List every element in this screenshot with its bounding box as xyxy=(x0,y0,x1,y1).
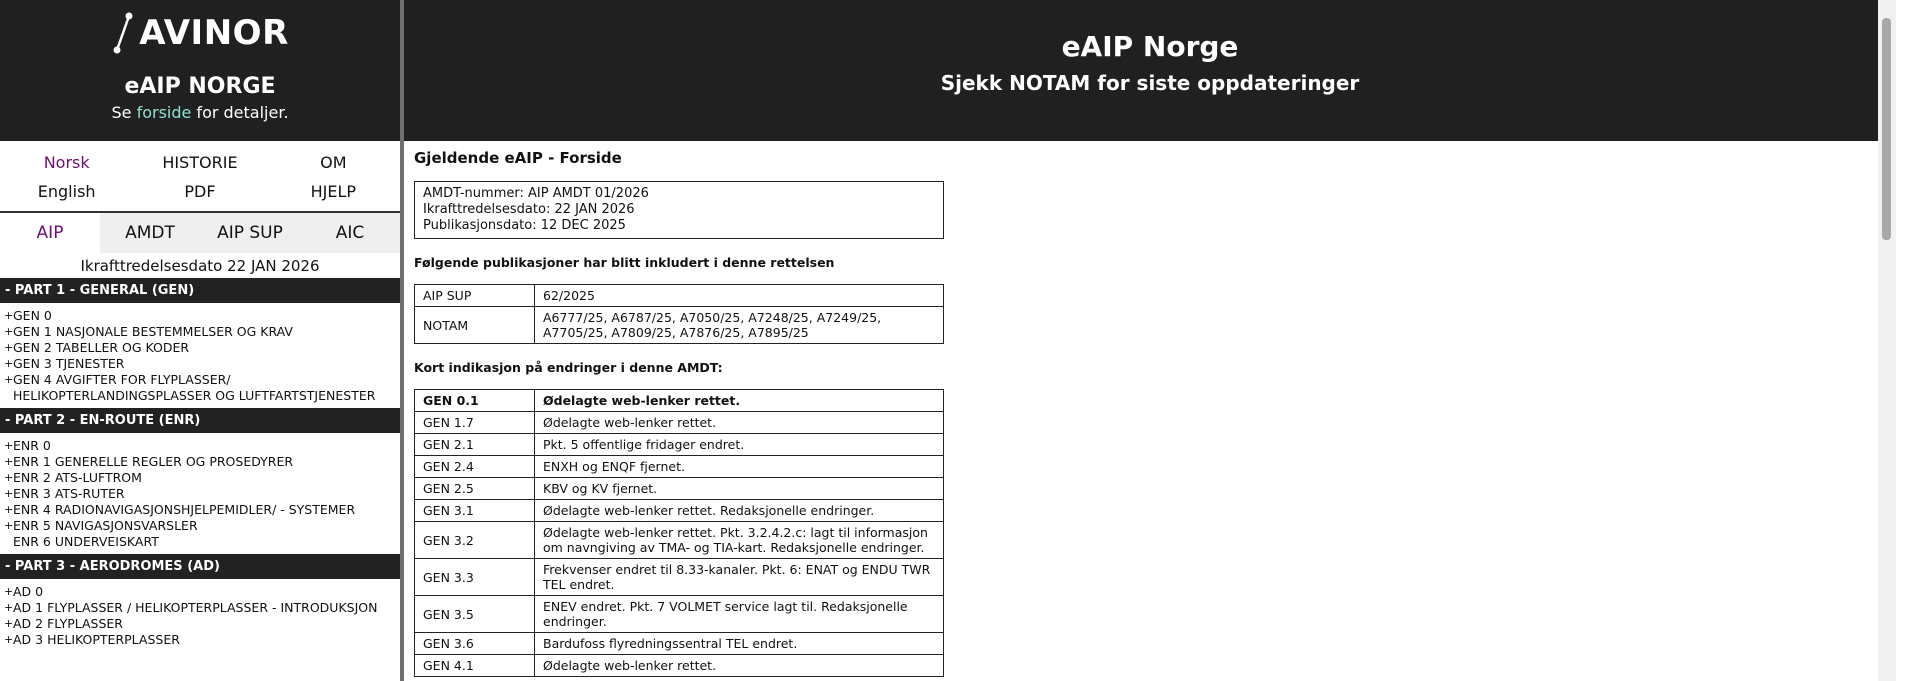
part-header[interactable]: - PART 1 - GENERAL (GEN) xyxy=(0,278,400,303)
table-cell-key: GEN 3.2 xyxy=(415,522,535,559)
expand-icon[interactable]: + xyxy=(4,439,14,452)
changes-table xyxy=(414,389,944,677)
nav-om[interactable]: OM xyxy=(320,153,347,172)
tree-item[interactable] xyxy=(4,356,400,372)
part-list xyxy=(0,433,400,554)
expand-icon[interactable]: + xyxy=(4,309,14,322)
part-header[interactable]: - PART 3 - AERODROMES (AD) xyxy=(0,554,400,579)
effective-date: Ikrafttredelsesdato 22 JAN 2026 xyxy=(80,257,320,275)
table-cell-value: Ødelagte web-lenker rettet. xyxy=(535,655,944,677)
changes-heading: Kort indikasjon på endringer i denne AMDT: xyxy=(414,360,723,375)
expand-icon[interactable] xyxy=(4,534,13,550)
tree-item-label[interactable]: AD 2 FLYPLASSER xyxy=(13,616,123,631)
table-row xyxy=(415,390,944,412)
tree-item[interactable] xyxy=(4,372,400,388)
tree-item-label[interactable]: ENR 4 RADIONAVIGASJONSHJELPEMIDLER/ - SYSTEMER xyxy=(13,502,356,517)
expand-icon[interactable] xyxy=(4,388,13,404)
tree-item-label[interactable]: ENR 6 UNDERVEISKART xyxy=(13,534,159,549)
tree-item-label[interactable]: HELIKOPTERLANDINGSPLASSER OG LUFTFARTSTJENESTER xyxy=(13,388,376,403)
tree-item-label[interactable]: ENR 1 GENERELLE REGLER OG PROSEDYRER xyxy=(13,454,294,469)
scrollbar-thumb[interactable] xyxy=(1882,18,1891,240)
amdt-effective-date: Ikrafttredelsesdato: 22 JAN 2026 xyxy=(423,202,635,217)
table-row xyxy=(415,596,944,633)
table-cell-value: ENXH og ENQF fjernet. xyxy=(535,456,944,478)
expand-icon[interactable]: + xyxy=(4,325,14,338)
vertical-scrollbar[interactable] xyxy=(1878,0,1896,681)
included-heading: Følgende publikasjoner har blitt inkludert i denne rettelsen xyxy=(414,255,835,270)
main-subtitle: Sjekk NOTAM for siste oppdateringer xyxy=(940,71,1360,95)
expand-icon[interactable]: + xyxy=(4,341,14,354)
table-cell-value: A6777/25, A6787/25, A7050/25, A7248/25, A7249/25, A7705/25, A7809/25, A7876/25, A7895/25 xyxy=(535,307,944,344)
table-cell-key: GEN 3.1 xyxy=(415,500,535,522)
tab-aip[interactable]: AIP xyxy=(0,213,100,253)
table-row xyxy=(415,285,944,307)
table-cell-value: ENEV endret. Pkt. 7 VOLMET service lagt til. Redaksjonelle endringer. xyxy=(535,596,944,633)
section-tabs xyxy=(0,213,400,253)
table-cell-key: GEN 2.1 xyxy=(415,434,535,456)
tree-item-label[interactable]: ENR 5 NAVIGASJONSVARSLER xyxy=(13,518,198,533)
tree-item[interactable] xyxy=(4,502,400,518)
table-cell-key: GEN 4.1 xyxy=(415,655,535,677)
expand-icon[interactable]: + xyxy=(4,357,14,370)
nav-historie[interactable]: HISTORIE xyxy=(162,153,238,172)
amdt-number: AMDT-nummer: AIP AMDT 01/2026 xyxy=(423,186,649,201)
tree-item[interactable] xyxy=(4,584,400,600)
forside-link[interactable]: forside xyxy=(136,103,192,122)
sidebar-title: eAIP NORGE xyxy=(124,74,276,99)
tree-item[interactable] xyxy=(4,470,400,486)
expand-icon[interactable]: + xyxy=(4,487,14,500)
main-panel xyxy=(404,0,1896,681)
expand-icon[interactable]: + xyxy=(4,601,14,614)
amdt-info-box xyxy=(414,181,944,239)
tree-item-label[interactable]: ENR 0 xyxy=(13,438,51,453)
amdt-publication-date: Publikasjonsdato: 12 DEC 2025 xyxy=(423,218,626,233)
table-row xyxy=(415,522,944,559)
tree-item[interactable] xyxy=(4,340,400,356)
section-title: Gjeldende eAIP - Forside xyxy=(414,149,622,167)
tree-item[interactable] xyxy=(4,486,400,502)
avinor-logo-icon xyxy=(111,12,135,54)
tree-item-label[interactable]: GEN 2 TABELLER OG KODER xyxy=(13,340,190,355)
tree-item[interactable] xyxy=(4,324,400,340)
tree-item-label[interactable]: ENR 3 ATS-RUTER xyxy=(13,486,125,501)
table-cell-key: GEN 3.3 xyxy=(415,559,535,596)
table-row xyxy=(415,456,944,478)
tab-aip-sup[interactable]: AIP SUP xyxy=(200,213,300,253)
table-row xyxy=(415,655,944,677)
tree-item-label[interactable]: GEN 1 NASJONALE BESTEMMELSER OG KRAV xyxy=(13,324,293,339)
main-header xyxy=(404,0,1896,141)
table-cell-key: GEN 3.6 xyxy=(415,633,535,655)
table-row xyxy=(415,500,944,522)
table-cell-value: Ødelagte web-lenker rettet. xyxy=(535,390,944,412)
part-header[interactable]: - PART 2 - EN-ROUTE (ENR) xyxy=(0,408,400,433)
subtitle-post: for detaljer. xyxy=(191,103,289,122)
tree-item-label[interactable]: AD 3 HELIKOPTERPLASSER xyxy=(13,632,180,647)
nav-english[interactable]: English xyxy=(37,182,96,201)
tab-amdt[interactable]: AMDT xyxy=(100,213,200,253)
table-row xyxy=(415,559,944,596)
table-row xyxy=(415,307,944,344)
included-table xyxy=(414,284,944,344)
expand-icon[interactable]: + xyxy=(4,455,14,468)
tree-item-label[interactable]: AD 1 FLYPLASSER / HELIKOPTERPLASSER - INTRODUKSJON xyxy=(13,600,378,615)
expand-icon[interactable]: + xyxy=(4,585,14,598)
table-cell-key: GEN 0.1 xyxy=(415,390,535,412)
table-row xyxy=(415,478,944,500)
nav-hjelp[interactable]: HJELP xyxy=(310,182,357,201)
nav-pdf[interactable]: PDF xyxy=(184,182,216,201)
tree-item-label[interactable]: GEN 3 TJENESTER xyxy=(13,356,125,371)
main-content xyxy=(404,141,1896,681)
tree-item[interactable] xyxy=(4,632,400,648)
table-cell-key: GEN 2.4 xyxy=(415,456,535,478)
nav-norsk[interactable]: Norsk xyxy=(43,153,90,172)
tree-item[interactable] xyxy=(4,518,400,534)
sidebar xyxy=(0,0,400,681)
subtitle-pre: Se xyxy=(111,103,137,122)
tab-aic[interactable]: AIC xyxy=(300,213,400,253)
tree-item[interactable] xyxy=(4,388,400,404)
tree-item[interactable] xyxy=(4,308,400,324)
expand-icon[interactable]: + xyxy=(4,617,14,630)
expand-icon[interactable]: + xyxy=(4,633,14,646)
table-row xyxy=(415,412,944,434)
sidebar-subtitle xyxy=(0,103,400,122)
tree-item[interactable] xyxy=(4,534,400,550)
table-cell-value: KBV og KV fjernet. xyxy=(535,478,944,500)
table-cell-key: AIP SUP xyxy=(415,285,535,307)
table-cell-value: Bardufoss flyredningssentral TEL endret. xyxy=(535,633,944,655)
expand-icon[interactable]: + xyxy=(4,519,14,532)
table-cell-key: NOTAM xyxy=(415,307,535,344)
table-cell-key: GEN 1.7 xyxy=(415,412,535,434)
table-cell-value: Frekvenser endret til 8.33-kanaler. Pkt. 6: ENAT og ENDU TWR TEL endret. xyxy=(535,559,944,596)
tree-item-label[interactable]: ENR 2 ATS-LUFTROM xyxy=(13,470,142,485)
avinor-logo[interactable] xyxy=(111,12,289,54)
table-cell-key: GEN 2.5 xyxy=(415,478,535,500)
table-cell-value: Ødelagte web-lenker rettet. Pkt. 3.2.4.2.c: lagt til informasjon om navngiving av TMA- og TIA-kart. Redaksjonelle endringer. xyxy=(535,522,944,559)
tree-item-label[interactable]: GEN 0 xyxy=(13,308,52,323)
table-cell-value: Pkt. 5 offentlige fridager endret. xyxy=(535,434,944,456)
tree-item-label[interactable]: AD 0 xyxy=(13,584,44,599)
expand-icon[interactable]: + xyxy=(4,503,14,516)
sidebar-brand xyxy=(0,0,400,141)
logo-text: AVINOR xyxy=(139,13,289,53)
table-row xyxy=(415,633,944,655)
table-cell-value: Ødelagte web-lenker rettet. Redaksjonelle endringer. xyxy=(535,500,944,522)
tree-item-label[interactable]: GEN 4 AVGIFTER FOR FLYPLASSER/ xyxy=(13,372,231,387)
table-cell-value: 62/2025 xyxy=(535,285,944,307)
top-navigation xyxy=(0,141,400,213)
table-cell-key: GEN 3.5 xyxy=(415,596,535,633)
part-list xyxy=(0,303,400,408)
expand-icon[interactable]: + xyxy=(4,471,14,484)
parts-tree xyxy=(0,278,400,652)
tree-item[interactable] xyxy=(4,438,400,454)
tree-item[interactable] xyxy=(4,600,400,616)
tree-item[interactable] xyxy=(4,454,400,470)
tree-item[interactable] xyxy=(4,616,400,632)
table-cell-value: Ødelagte web-lenker rettet. xyxy=(535,412,944,434)
main-title: eAIP Norge xyxy=(1061,30,1239,63)
table-row xyxy=(415,434,944,456)
part-list xyxy=(0,579,400,652)
expand-icon[interactable]: + xyxy=(4,373,14,386)
